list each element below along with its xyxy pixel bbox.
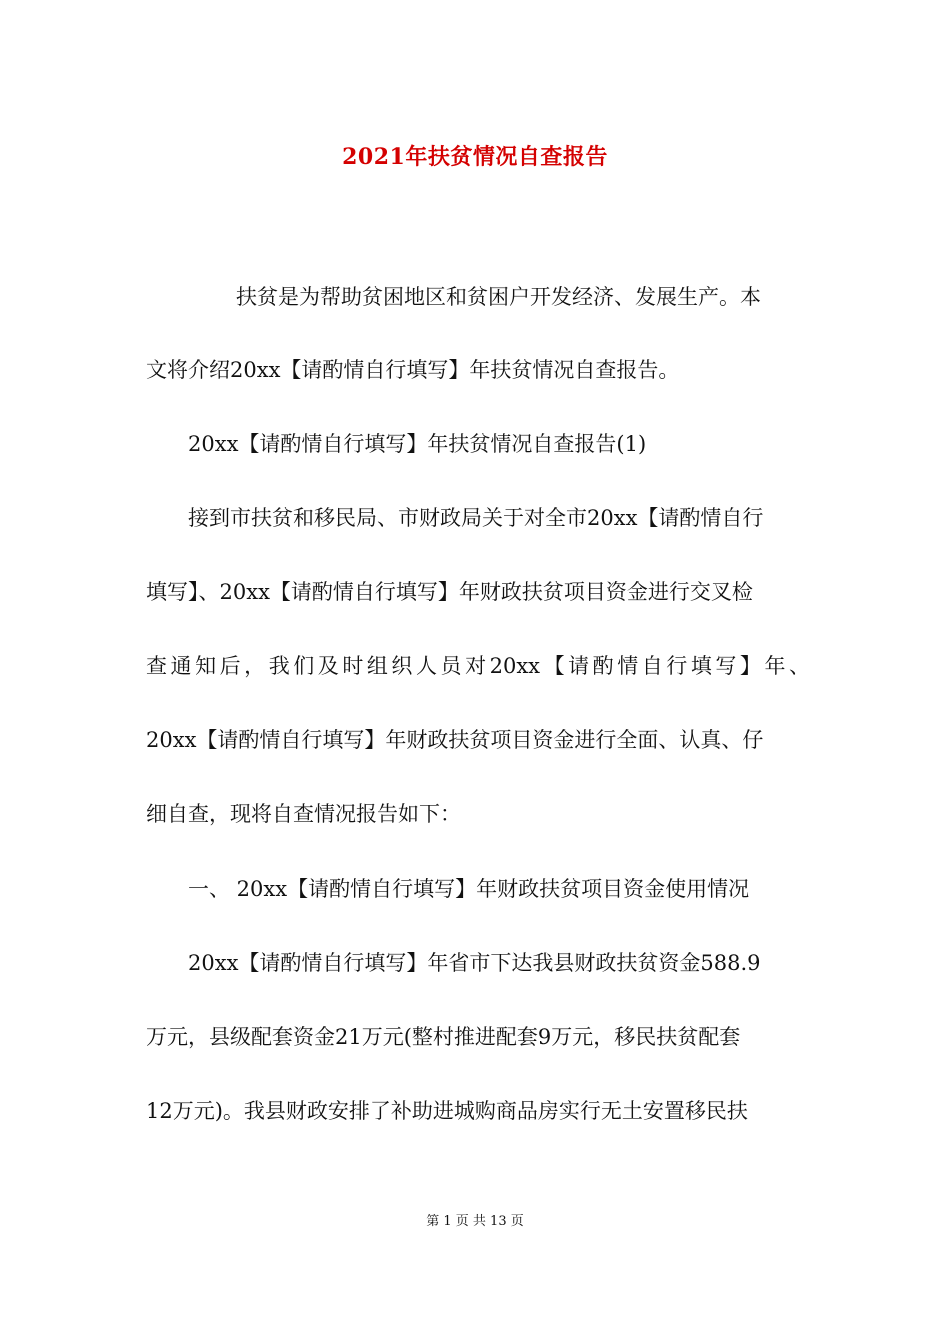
- document-title: 2021年扶贫情况自查报告: [342, 144, 608, 170]
- paragraph-line: 查通知后，我们及时组织人员对20xx【请酌情自行填写】年、: [146, 654, 810, 678]
- paragraph-line: 20xx【请酌情自行填写】年省市下达我县财政扶贫资金588.9: [188, 951, 761, 975]
- paragraph-line: 20xx【请酌情自行填写】年扶贫情况自查报告(1): [188, 432, 647, 456]
- paragraph-line: 扶贫是为帮助贫困地区和贫困户开发经济、发展生产。本: [236, 285, 761, 309]
- paragraph-line: 万元，县级配套资金21万元(整村推进配套9万元，移民扶贫配套: [146, 1025, 741, 1049]
- paragraph-line: 12万元)。我县财政安排了补助进城购商品房实行无土安置移民扶: [146, 1099, 748, 1123]
- page-number: 第 1 页 共 13 页: [426, 1214, 524, 1229]
- paragraph-line: 文将介绍20xx【请酌情自行填写】年扶贫情况自查报告。: [146, 358, 680, 382]
- paragraph-line: 接到市扶贫和移民局、市财政局关于对全市20xx【请酌情自行: [188, 506, 764, 530]
- paragraph-line: 填写】、20xx【请酌情自行填写】年财政扶贫项目资金进行交叉检: [146, 580, 753, 604]
- paragraph-line: 20xx【请酌情自行填写】年财政扶贫项目资金进行全面、认真、仔: [146, 728, 764, 752]
- section-heading: 一、 20xx【请酌情自行填写】年财政扶贫项目资金使用情况: [188, 877, 750, 901]
- paragraph-line: 细自查，现将自查情况报告如下：: [146, 802, 461, 826]
